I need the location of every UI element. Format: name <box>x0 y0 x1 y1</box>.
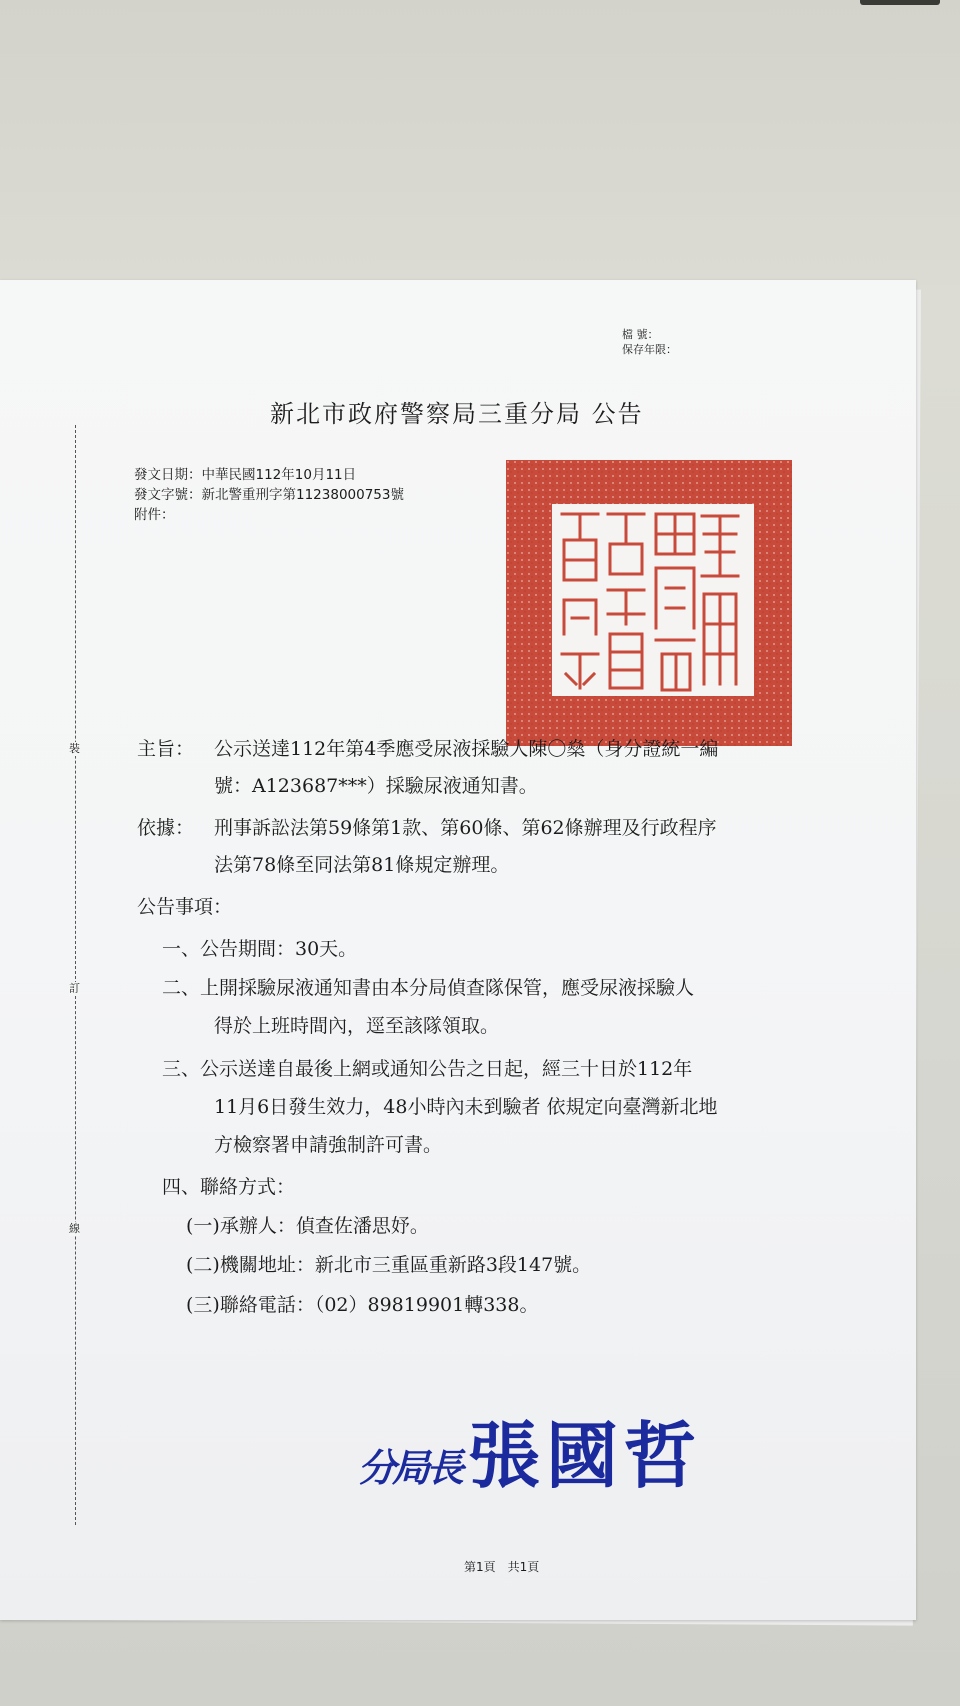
notice-item-3-line-1: 三、公示送達自最後上網或通知公告之日起，經三十日於112年 <box>162 1058 693 1080</box>
reference-number: 發文字號：新北警重刑字第11238000753號 <box>134 487 404 503</box>
notice-item-2-line-2: 得於上班時間內，逕至該隊領取。 <box>214 1015 500 1037</box>
issue-date: 發文日期：中華民國112年10月11日 <box>134 467 357 483</box>
file-number-label: 檔 號： <box>622 328 659 341</box>
contact-phone: (三)聯絡電話：（02）89819901轉338。 <box>186 1294 539 1316</box>
seal-script <box>552 504 754 696</box>
notice-heading: 公告事項： <box>137 896 233 918</box>
signature <box>358 1398 702 1502</box>
binding-mark-2: 訂 <box>69 982 80 995</box>
retention-label: 保存年限： <box>622 343 677 356</box>
notice-item-3-line-3: 方檢察署申請強制許可書。 <box>214 1134 443 1156</box>
seal-center <box>552 504 754 696</box>
attachment-label: 附件： <box>134 507 175 523</box>
page-number: 第1頁 共1頁 <box>464 1560 540 1574</box>
binding-line <box>75 425 76 1525</box>
notice-item-4: 四、聯絡方式： <box>162 1176 296 1198</box>
binding-mark-3: 線 <box>69 1222 80 1235</box>
document-title: 新北市政府警察局三重分局 公告 <box>270 400 644 428</box>
subject-line-2: 號：A123687***）採驗尿液通知書。 <box>214 775 538 797</box>
contact-person: (一)承辦人：偵查佐潘思妤。 <box>186 1215 429 1237</box>
subject-label: 主旨： <box>137 738 195 760</box>
basis-label: 依據： <box>137 817 195 839</box>
signature-role: 分局長 <box>358 1445 461 1490</box>
official-seal <box>506 460 792 746</box>
basis-line-2: 法第78條至同法第81條規定辦理。 <box>214 854 510 876</box>
notice-document <box>0 280 916 1620</box>
signature-name: 張國哲 <box>468 1413 703 1498</box>
notice-item-3-line-2: 11月6日發生效力，48小時內未到驗者 依規定向臺灣新北地 <box>214 1096 718 1118</box>
notice-item-2-line-1: 二、上開採驗尿液通知書由本分局偵查隊保管，應受尿液採驗人 <box>162 977 695 999</box>
subject-line-1: 公示送達112年第4季應受尿液採驗人陳〇燊（身分證統一編 <box>214 738 719 760</box>
contact-address: (二)機關地址：新北市三重區重新路3段147號。 <box>186 1254 592 1276</box>
basis-line-1: 刑事訴訟法第59條第1款、第60條、第62條辦理及行政程序 <box>214 817 717 839</box>
binding-mark-1: 裝 <box>69 742 80 755</box>
notice-item-1: 一、公告期間：30天。 <box>162 938 358 960</box>
background-object <box>860 0 940 5</box>
